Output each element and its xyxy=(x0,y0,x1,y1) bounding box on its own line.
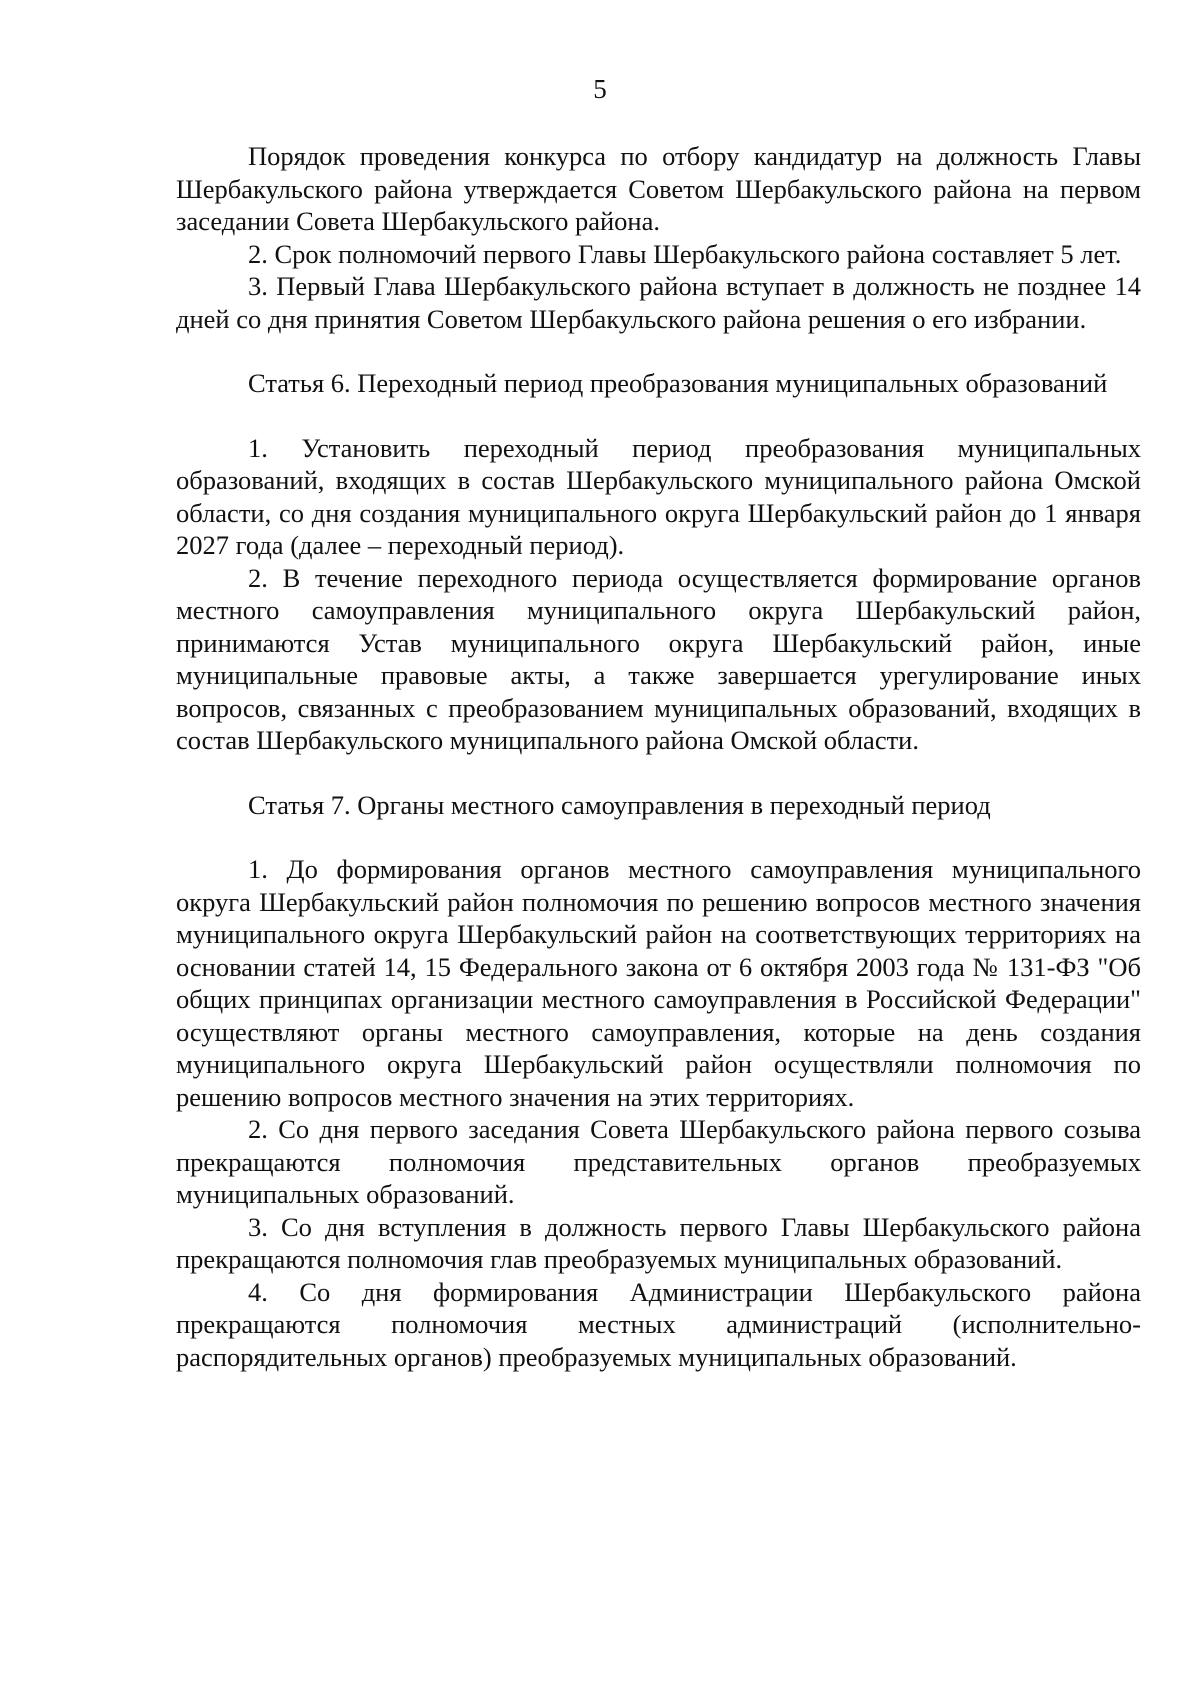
spacer xyxy=(176,400,1141,432)
article-7-title: Статья 7. Органы местного самоуправления в переходный период xyxy=(248,789,991,820)
spacer xyxy=(176,821,1141,853)
document-body xyxy=(176,140,1141,1373)
article-6-title: Статья 6. Переходный период преобразования муниципальных образований xyxy=(248,368,1108,398)
paragraph-article7-item3: 3. Со дня вступления в должность первого Главы Шербакульского района прекращаются полномочия глав преобразуемых муниципальных образований. xyxy=(176,1211,1141,1274)
paragraph-article6-item1: 1. Установить переходный период преобразования муниципальных образований, входящих в состав Шербакульского муниципального района Омской области, со дня создания муниципального округа Шербакульский район до 1 января 2027 года (далее – переходный период). xyxy=(176,432,1141,560)
paragraph-article5-item3: 3. Первый Глава Шербакульского района вступает в должность не позднее 14 дней со дня принятия Советом Шербакульского района решения о его избрании. xyxy=(176,271,1141,334)
paragraph-intro: Порядок проведения конкурса по отбору кандидатур на должность Главы Шербакульского района утверждается Советом Шербакульского района на первом заседании Совета Шербакульского района. xyxy=(176,141,1141,236)
page-number: 5 xyxy=(593,74,607,104)
spacer xyxy=(176,335,1141,367)
paragraph-article5-item2: 2. Срок полномочий первого Главы Шербакульского района составляет 5 лет. xyxy=(248,238,1122,269)
spacer xyxy=(176,757,1141,789)
paragraph-article6-item2: 2. В течение переходного периода осуществляется формирование органов местного самоуправления муниципального округа Шербакульский район, принимаются Устав муниципального округа Шербакульский район, иные муниципальные правовые акты, а также завершается урегулирование иных вопросов, связанных с преобразованием муниципальных образований, входящих в состав Шербакульского муниципального района Омской области. xyxy=(176,562,1141,755)
paragraph-article7-item2: 2. Со дня первого заседания Совета Шербакульского района первого созыва прекращаются полномочия представительных органов преобразуемых муниципальных образований. xyxy=(176,1114,1141,1209)
paragraph-article7-item4: 4. Со дня формирования Администрации Шербакульского района прекращаются полномочия местных администраций (исполнительно-распорядительных органов) преобразуемых муниципальных образований. xyxy=(176,1276,1141,1372)
paragraph-article7-item1: 1. До формирования органов местного самоуправления муниципального округа Шербакульский район полномочия по решению вопросов местного значения муниципального округа Шербакульский район на соответствующих территориях на основании статей 14, 15 Федерального закона от 6 октября 2003 года № 131-ФЗ "Об общих принципах организации местного самоуправления в Российской Федерации" осуществляют органы местного самоуправления, которые на день создания муниципального округа Шербакульский район осуществляли полномочия по решению вопросов местного значения на этих территориях. xyxy=(176,854,1141,1112)
